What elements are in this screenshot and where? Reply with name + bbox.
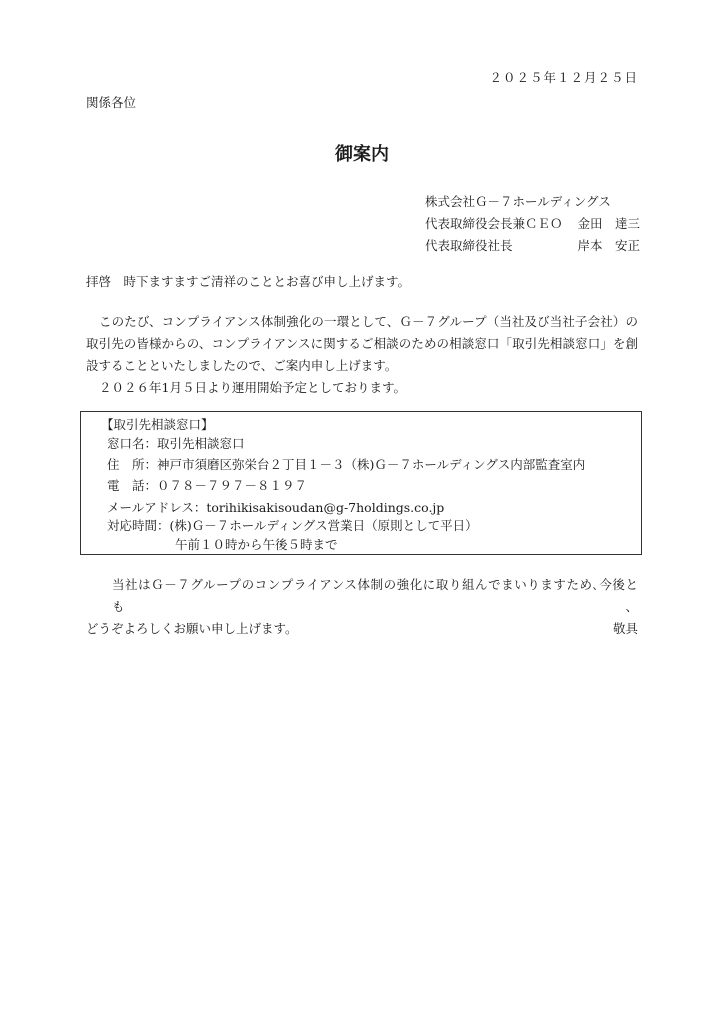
contact-heading: 【取引先相談窓口】 <box>101 417 214 432</box>
body-paragraph <box>86 311 638 399</box>
greeting: 拝啓 時下ますますご清祥のこととお喜び申し上げます。 <box>86 274 411 289</box>
sender-ceo-title: 代表取締役会長兼ＣＥＯ <box>425 216 563 231</box>
letter-date: ２０２５年１２月２５日 <box>489 70 638 85</box>
contact-phone: 電 話：０７８－７９７－８１９７ <box>107 478 308 493</box>
contact-email: メールアドレス：torihikisakisoudan@g-7holdings.co.jp <box>107 500 445 515</box>
sender-president-name: 岸本 安正 <box>577 238 640 253</box>
body-line-1: このたび、コンプライアンス体制強化の一環として、Ｇ－７グループ（当社及び当社子会社）の <box>99 314 638 329</box>
closing-paragraph <box>86 574 638 640</box>
contact-address: 住 所：神戸市須磨区弥栄台２丁目１－３（株)Ｇ－７ホールディングス内部監査室内 <box>107 457 586 472</box>
sender-president <box>425 235 640 257</box>
contact-hours: 対応時間：(株)Ｇ－７ホールディングス営業日（原則として平日） <box>107 518 478 533</box>
sender-ceo <box>425 213 640 235</box>
sender-ceo-name: 金田 達三 <box>577 216 640 231</box>
closing-line-1: 当社はＧ－７グループのコンプライアンス体制の強化に取り組んでまいりますため､今後とも、 <box>112 577 638 614</box>
sender-president-title: 代表取締役社長 <box>425 238 513 253</box>
sign-off: 敬具 <box>612 621 638 636</box>
sender-company-name: 株式会社Ｇ－７ホールディングス <box>425 194 611 209</box>
body-line-4: ２０２６年1月５日より運用開始予定としております。 <box>99 380 406 395</box>
addressee: 関係各位 <box>86 95 137 110</box>
contact-info-box <box>80 411 642 555</box>
body-line-2: 取引先の皆様からの、コンプライアンスに関するご相談のための相談窓口「取引先相談窓口」を創 <box>86 336 638 351</box>
page-title: 御案内 <box>335 144 389 165</box>
closing-line-2: どうぞよろしくお願い申し上げます。 <box>86 621 298 636</box>
body-line-3: 設することといたしましたので、ご案内申し上げます。 <box>86 358 398 373</box>
contact-window-name: 窓口名：取引先相談窓口 <box>107 436 245 451</box>
sender-company <box>425 191 640 213</box>
contact-hours-time: 午前１０時から午後５時まで <box>175 537 338 552</box>
sender-block <box>425 191 640 257</box>
